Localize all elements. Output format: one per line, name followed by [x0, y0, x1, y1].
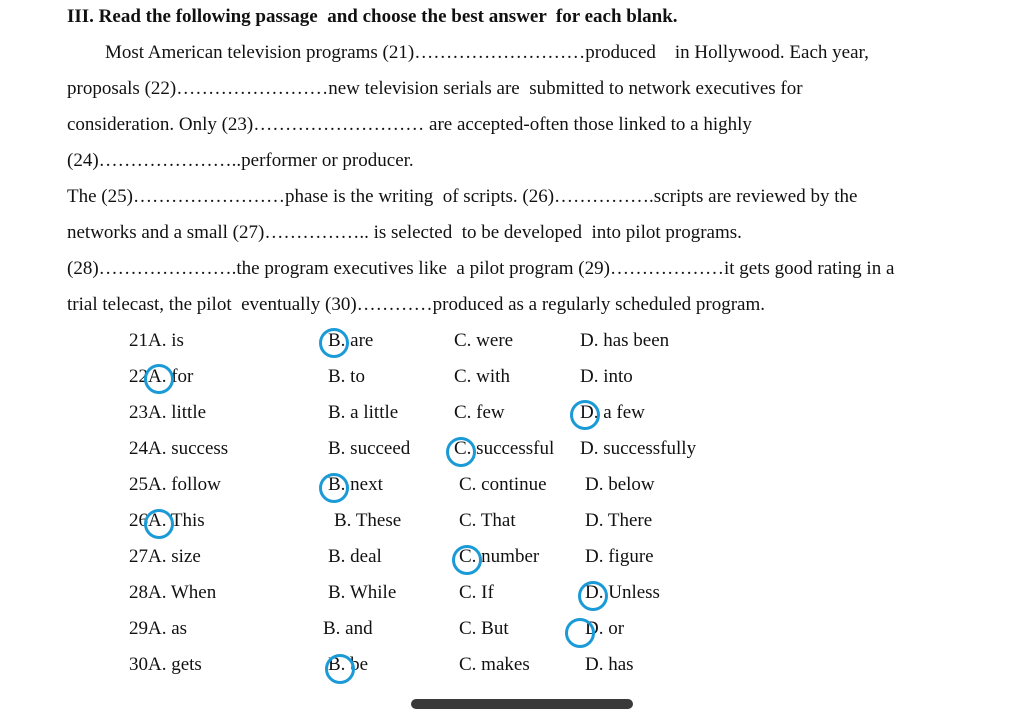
- option-a: 30A. gets: [129, 654, 202, 675]
- option-d: D. into: [580, 366, 633, 387]
- option-c: C. That: [459, 510, 516, 531]
- option-c: C. with: [454, 366, 510, 387]
- option-b: B. While: [328, 582, 397, 603]
- option-b: B. These: [334, 510, 402, 531]
- option-c: C. But: [459, 618, 509, 639]
- answer-circle-mark: [565, 618, 595, 648]
- answer-circle-mark: [578, 581, 608, 611]
- answer-circle-mark: [319, 328, 349, 358]
- option-d: D. successfully: [580, 438, 697, 459]
- passage-line: trial telecast, the pilot eventually (30)…………produced as a regularly scheduled program.: [67, 294, 766, 315]
- passage-line: The (25)……………………phase is the writing of scripts. (26)…………….scripts are reviewed by the: [67, 186, 858, 207]
- option-b: B. to: [328, 366, 365, 387]
- answer-circle-mark: [570, 400, 600, 430]
- answer-circle-mark: [144, 364, 174, 394]
- option-d: D. a few: [580, 402, 645, 423]
- option-c: C. successful: [454, 438, 555, 459]
- option-a: 27A. size: [129, 546, 201, 567]
- option-c: C. continue: [459, 474, 547, 495]
- option-a: 29A. as: [129, 618, 188, 639]
- answer-circle-mark: [446, 437, 476, 467]
- passage-line: consideration. Only (23)……………………… are accepted-often those linked to a highly: [67, 114, 752, 135]
- passage-line: proposals (22)……………………new television serials are submitted to network executives for: [67, 78, 803, 99]
- answer-circle-mark: [325, 654, 355, 684]
- option-b: B. succeed: [328, 438, 411, 459]
- option-d: D. has been: [580, 330, 670, 351]
- option-c: C. makes: [459, 654, 530, 675]
- option-d: D. figure: [585, 546, 654, 567]
- passage-line: Most American television programs (21)………………………produced in Hollywood. Each year,: [67, 42, 869, 63]
- option-d: D. There: [585, 510, 653, 531]
- option-a: 25A. follow: [129, 474, 221, 495]
- option-a: 26A. This: [129, 510, 205, 531]
- option-d: D. Unless: [585, 582, 660, 603]
- option-d: D. below: [585, 474, 655, 495]
- answer-circle-mark: [452, 545, 482, 575]
- passage-line: (24)…………………..performer or producer.: [67, 150, 414, 171]
- option-c: C. were: [454, 330, 514, 351]
- passage-line: (28)………………….the program executives like a pilot program (29)………………it gets good rating in a: [67, 258, 895, 279]
- option-d: D. or: [585, 618, 625, 639]
- horizontal-scrollbar[interactable]: [411, 699, 633, 709]
- option-b: B. deal: [328, 546, 382, 567]
- answer-circle-mark: [144, 509, 174, 539]
- section-heading: III. Read the following passage and choose the best answer for each blank.: [67, 6, 678, 27]
- option-a: 21A. is: [129, 330, 184, 351]
- option-c: C. If: [459, 582, 494, 603]
- option-c: C. few: [454, 402, 505, 423]
- option-b: B. are: [328, 330, 374, 351]
- option-b: B. be: [328, 654, 369, 675]
- passage-line: networks and a small (27)…………….. is selected to be developed into pilot programs.: [67, 222, 742, 243]
- option-b: B. a little: [328, 402, 399, 423]
- option-a: 22A. for: [129, 366, 194, 387]
- option-b: B. next: [328, 474, 383, 495]
- option-a: 24A. success: [129, 438, 229, 459]
- option-c: C. number: [459, 546, 540, 567]
- option-b: B. and: [323, 618, 373, 639]
- option-a: 28A. When: [129, 582, 217, 603]
- option-a: 23A. little: [129, 402, 207, 423]
- option-d: D. has: [585, 654, 634, 675]
- answer-circle-mark: [319, 473, 349, 503]
